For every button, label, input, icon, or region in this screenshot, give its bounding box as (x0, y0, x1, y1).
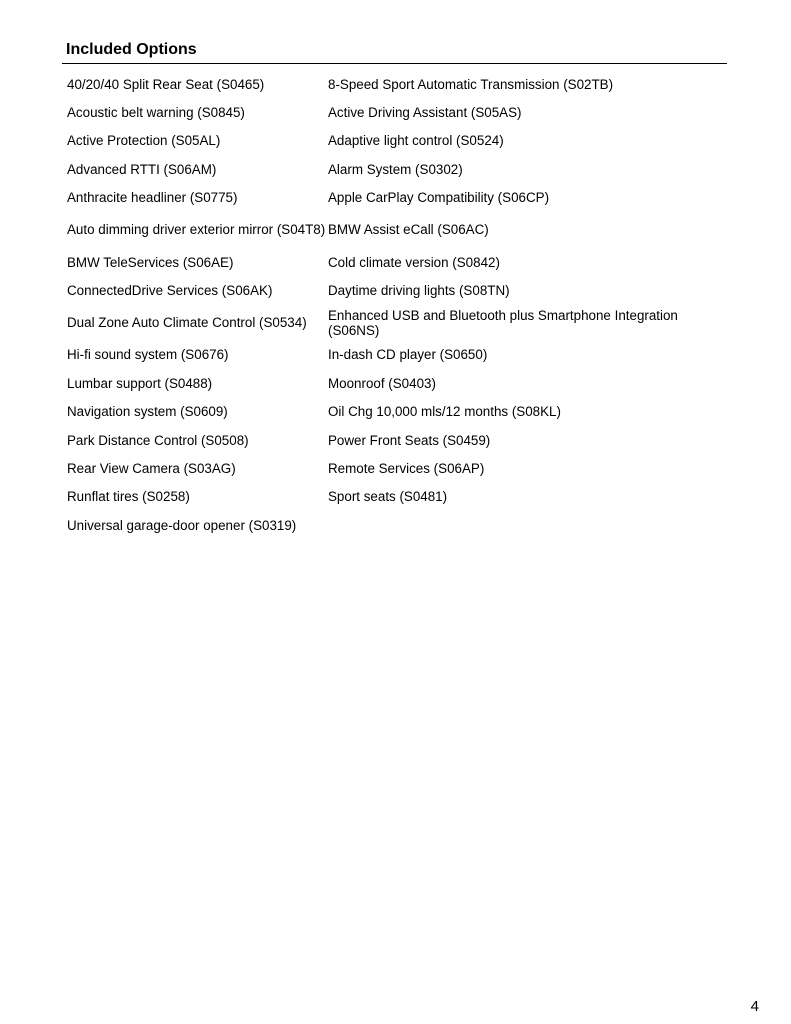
option-row (67, 248, 727, 276)
option-left: ConnectedDrive Services (S06AK) (67, 283, 273, 299)
option-left: Park Distance Control (S0508) (67, 432, 249, 448)
option-row (67, 483, 727, 511)
option-left: 40/20/40 Split Rear Seat (S0465) (67, 76, 265, 92)
option-left: Rear View Camera (S03AG) (67, 460, 236, 476)
option-row (67, 70, 727, 98)
option-right: Sport seats (S0481) (328, 489, 448, 505)
option-row (67, 212, 727, 248)
option-right: Cold climate version (S0842) (328, 254, 500, 270)
option-left: Advanced RTTI (S06AM) (67, 161, 217, 177)
option-right: Enhanced USB and Bluetooth plus Smartphone Integration (S06NS) (328, 307, 678, 338)
options-grid (67, 70, 727, 539)
option-left: Universal garage-door opener (S0319) (67, 517, 297, 533)
option-left: Auto dimming driver exterior mirror (S04T8) (67, 222, 326, 238)
option-right: Oil Chg 10,000 mls/12 months (S08KL) (328, 404, 561, 420)
option-right: Daytime driving lights (S08TN) (328, 283, 510, 299)
option-left: Active Protection (S05AL) (67, 133, 221, 149)
option-right: BMW Assist eCall (S06AC) (328, 222, 489, 238)
option-row (67, 276, 727, 304)
option-left: Navigation system (S0609) (67, 404, 228, 420)
option-right: Remote Services (S06AP) (328, 460, 485, 476)
option-row (67, 305, 727, 341)
option-row (67, 98, 727, 126)
option-right: Active Driving Assistant (S05AS) (328, 105, 522, 121)
option-left: BMW TeleServices (S06AE) (67, 254, 234, 270)
option-right: Apple CarPlay Compatibility (S06CP) (328, 190, 550, 206)
title-divider (62, 63, 727, 64)
option-left: Acoustic belt warning (S0845) (67, 105, 245, 121)
option-row (67, 341, 727, 369)
section-title: Included Options (66, 41, 197, 58)
option-row (67, 398, 727, 426)
option-row (67, 184, 727, 212)
option-right: Power Front Seats (S0459) (328, 432, 491, 448)
option-row (67, 369, 727, 397)
option-left: Anthracite headliner (S0775) (67, 190, 238, 206)
option-left: Lumbar support (S0488) (67, 375, 213, 391)
option-left: Runflat tires (S0258) (67, 489, 190, 505)
option-right: Alarm System (S0302) (328, 161, 463, 177)
option-right: In-dash CD player (S0650) (328, 347, 488, 363)
option-left: Dual Zone Auto Climate Control (S0534) (67, 315, 307, 331)
option-right: Adaptive light control (S0524) (328, 133, 504, 149)
option-right: Moonroof (S0403) (328, 375, 436, 391)
option-row (67, 155, 727, 183)
option-row (67, 426, 727, 454)
option-row (67, 127, 727, 155)
option-row (67, 454, 727, 482)
option-row (67, 511, 727, 539)
page-number: 4 (750, 998, 759, 1015)
option-right: 8-Speed Sport Automatic Transmission (S02TB) (328, 76, 614, 92)
option-left: Hi-fi sound system (S0676) (67, 347, 229, 363)
